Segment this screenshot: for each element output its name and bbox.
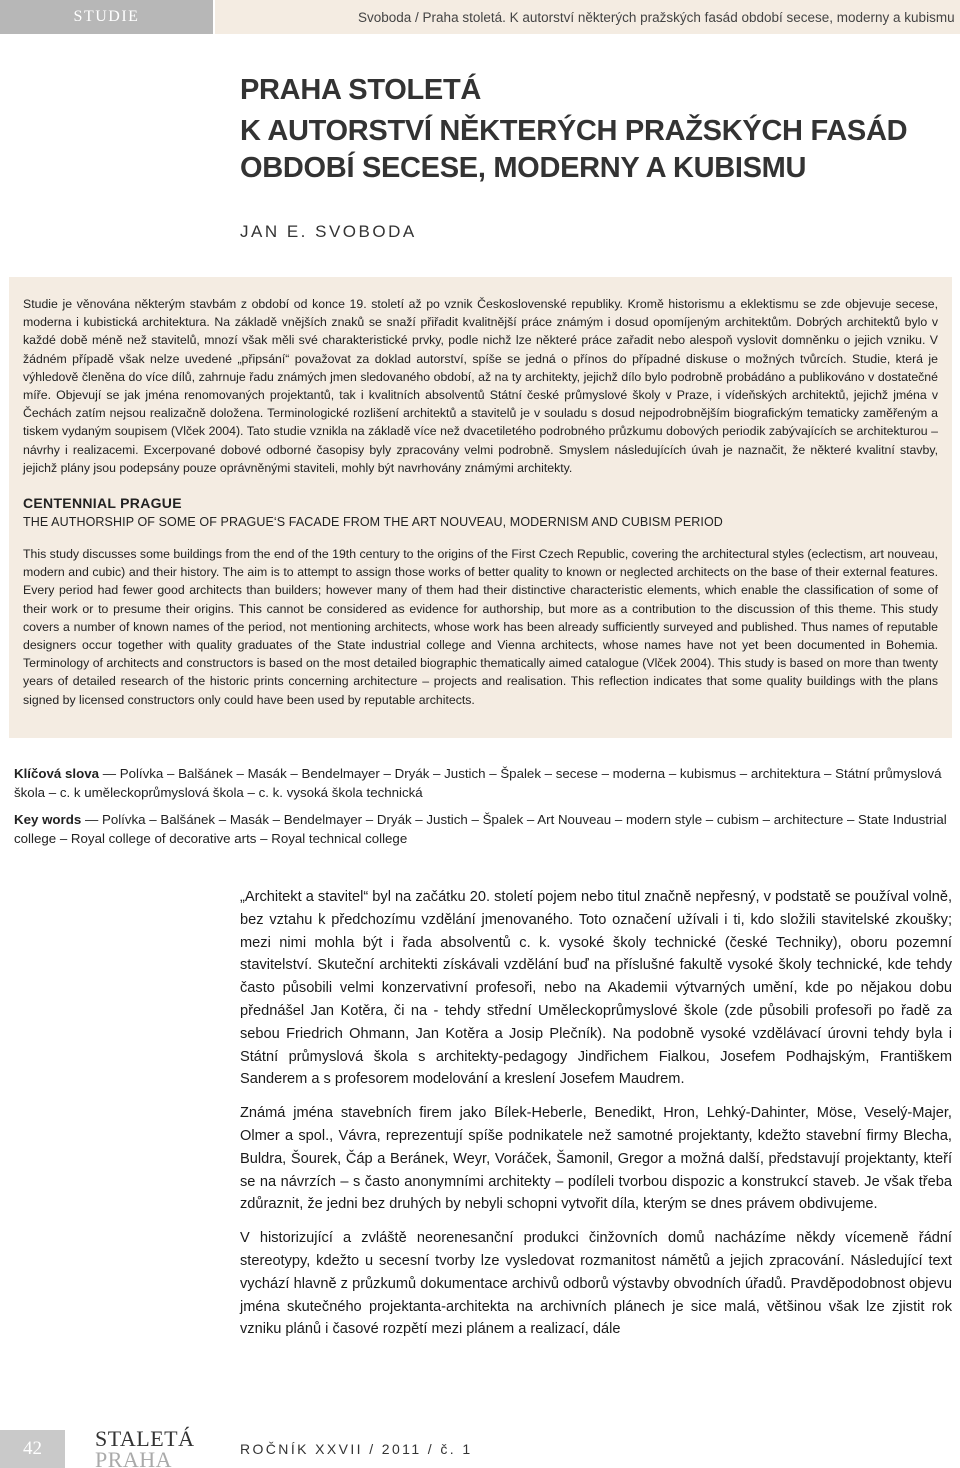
keywords-czech-list: — Polívka – Balšánek – Masák – Bendelmayer – Dryák – Justich – Špalek – secese – moderna – kubismus – architektura – Státní průmyslová škola – c. k uměleckoprůmyslová škola – c. k. vysoká škola technická xyxy=(14,766,942,800)
page-number: 42 xyxy=(0,1430,65,1468)
keywords-english xyxy=(14,810,952,848)
page-header xyxy=(0,0,960,34)
body-paragraph-3: V historizující a zvláště neorenesanční produkci činžovních domů nacházíme někdy vícemeně řádní stereotypy, kdežto u secesní tvorby lze vysledovat rozmanitost námětů a jejich zpracování. Následující text vychází hlavně z průzkumů dokumentace archivů odborů výstavby obvodních úřadů. Pravděpodobnost objevu jména skutečného projektanta-architekta na archivních plánech je sice malá, většinou však lze zjistit rok vzniku plánů i časové rozpětí mezi plánem a realizací, dále xyxy=(240,1230,952,1338)
section-label: STUDIE xyxy=(0,0,213,34)
logo-text-bottom: PRAHA xyxy=(95,1447,173,1468)
issue-info: ROČNÍK XXVII / 2011 / č. 1 xyxy=(240,1441,473,1457)
english-subtitle: THE AUTHORSHIP OF SOME OF PRAGUE‘S FACADE FROM THE ART NOUVEAU, MODERNISM AND CUBISM PERIOD xyxy=(23,515,723,530)
article-body xyxy=(240,886,952,1352)
keywords-english-label: Key words xyxy=(14,812,82,827)
english-title: CENTENNIAL PRAGUE xyxy=(23,495,182,512)
keywords-czech xyxy=(14,764,952,802)
keywords-english-list: — Polívka – Balšánek – Masák – Bendelmayer – Dryák – Justich – Špalek – Art Nouveau – modern style – cubism – architecture – State Industrial college – Royal college of decorative arts – Royal technical college xyxy=(14,812,947,846)
running-title: Svoboda / Praha stoletá. K autorství některých pražských fasád období secese, moderny a kubismu xyxy=(215,0,960,34)
article-author: JAN E. SVOBODA xyxy=(240,222,417,241)
abstract-english: This study discusses some buildings from the end of the 19th century to the origins of the First Czech Republic, covering the architectural styles (eclectism, art nouveau, modern and cubic) and their history. The aim is to attempt to assign those works of better quality to known or neglected architects on the base of their external features. Every period had fewer good architects than builders; however many of them had their distinctive characteristic elements, which enable the classification of some of their work or to presume their origins. This cannot be considered as evidence for authorship, but more as a contribution to the discussion of this theme. This study covers a number of known names of the period, not mentioning architects, whose work has been already sufficiently surveyed and published. Thus names of reputable designers occur together with quality graduates of the State industrial college and Vienna architects, whose names have not yet been documented in Bohemia. Terminology of architects and constructors is based on the most detailed biographic thematically aimed catalogue (Vlček 2004). This study is based on more than twenty years of detailed research of the historic prints concerning architecture – projects and realisation. This reflection indicates that some quality buildings with the plans signed by licensed constructors only could have been used by reputable architects. xyxy=(23,547,939,707)
body-paragraph-2: Známá jména stavebních firem jako Bílek-Heberle, Benedikt, Hron, Lehký-Dahinter, Möse, Veselý-Majer, Olmer a spol., Vávra, reprezentují spíše podnikatele než samotné projektanty, kdežto stavební firmy Blecha, Buldra, Šourek, Čáp a Beránek, Weyr, Voráček, Šamonil, Gregor a možná další, představují projektanty, kteří se na návrzích – s často anonymními architekty – podíleli tvorbou dispozic a konstrukcí staveb. Je však třeba zdůraznit, že jedni bez druhých by nebyli schopni vytvořit díla, kterým se dnes právem obdivujeme. xyxy=(240,1105,952,1213)
abstract-box xyxy=(9,277,952,738)
article-subtitle: K AUTORSTVÍ NĚKTERÝCH PRAŽSKÝCH FASÁD OBDOBÍ SECESE, MODERNY A KUBISMU xyxy=(240,115,908,184)
article-title: PRAHA STOLETÁ xyxy=(240,74,482,106)
keywords-czech-label: Klíčová slova xyxy=(14,766,99,781)
journal-logo xyxy=(93,1424,223,1468)
logo-text-top: STALETÁ xyxy=(95,1426,195,1451)
article-title-block xyxy=(240,72,950,187)
body-paragraph-1: „Architekt a stavitel“ byl na začátku 20. století pojem nebo titul značně nepřesný, v podstatě se používal volně, bez vztahu k předchozímu vzdělání jmenovaného. Toto označení užívali i ti, kdo složili stavitelské zkoušky; mezi nimi mohla být i řada absolventů c. k. vysoké školy technické (české Techniky), oboru pozemní stavitelství. Skuteční architekti získávali vzdělání buď na příslušné fakultě vysoké školy technické, kde tehdy často působili velmi konzervativní profesoři, nebo na Akademii výtvarných umění, kde po nějakou dobu přednášel Jan Kotěra, či na - tehdy střední Uměleckoprůmyslové škole (zde působili profesoři po řadě za sebou Friedrich Ohmann, Jan Kotěra a Josip Plečník). Na podobně vysoké vzdělávací úrovni tehdy byla i Státní průmyslová škola s architekty-pedagogy Jindřichem Fialkou, Josefem Podhajským, Františkem Sanderem a s profesorem modelování a kreslení Josefem Maudrem. xyxy=(240,889,952,1088)
abstract-czech: Studie je věnována některým stavbám z období od konce 19. století až po vznik Československé republiky. Kromě historismu a eklektismu se zde objevuje secese, moderna i kubistická architektura. Na základě vnějších znaků se snaží přiřadit kvalitnější práce známým i dosud opomíjeným architektům. Dobrých architektů bylo v každé době méně než stavitelů, mnozí však měli své charakteristické prvky, podle nichž lze některé práce zařadit nebo alespoň vyslovit domněnku o jejich vzniku. V žádném případě však nelze uvedené „připsání“ považovat za doklad autorství, spíše se jedná o přínos do případné diskuse o možných tvůrcích. Studie, která je výhledově členěna do více dílů, zahrnuje řadu známých jmen sledovaného období, až na ty architekty, jejichž dílo bylo podrobně probádáno a publikováno v dostatečné míře. Objevují se jak jména renomovaných projektantů, tak i kvalitních absolventů Státní české průmyslové školy v Praze, i vídeňských architektů, jejichž jména v Čechách zatím nejsou realizačně doložena. Terminologické rozlišení architektů a stavitelů je v souladu s dosud nejpodrobnějším biografickým tematicky zaměřeným a tiskem vydaným soupisem (Vlček 2004). Tato studie vznikla na základě více než dvacetiletého podrobného průzkumu dobových periodik zabývajících se architekturou – návrhy i realizacemi. Excerpované dobové odborné časopisy byly zpracovány velmi podrobně. Smyslem následujících úvah je naznačit, že některé kvalitní stavby, jejichž plány jsou podepsány pouze oprávněnými staviteli, mohly být navrhovány známými architekty. xyxy=(23,297,938,475)
